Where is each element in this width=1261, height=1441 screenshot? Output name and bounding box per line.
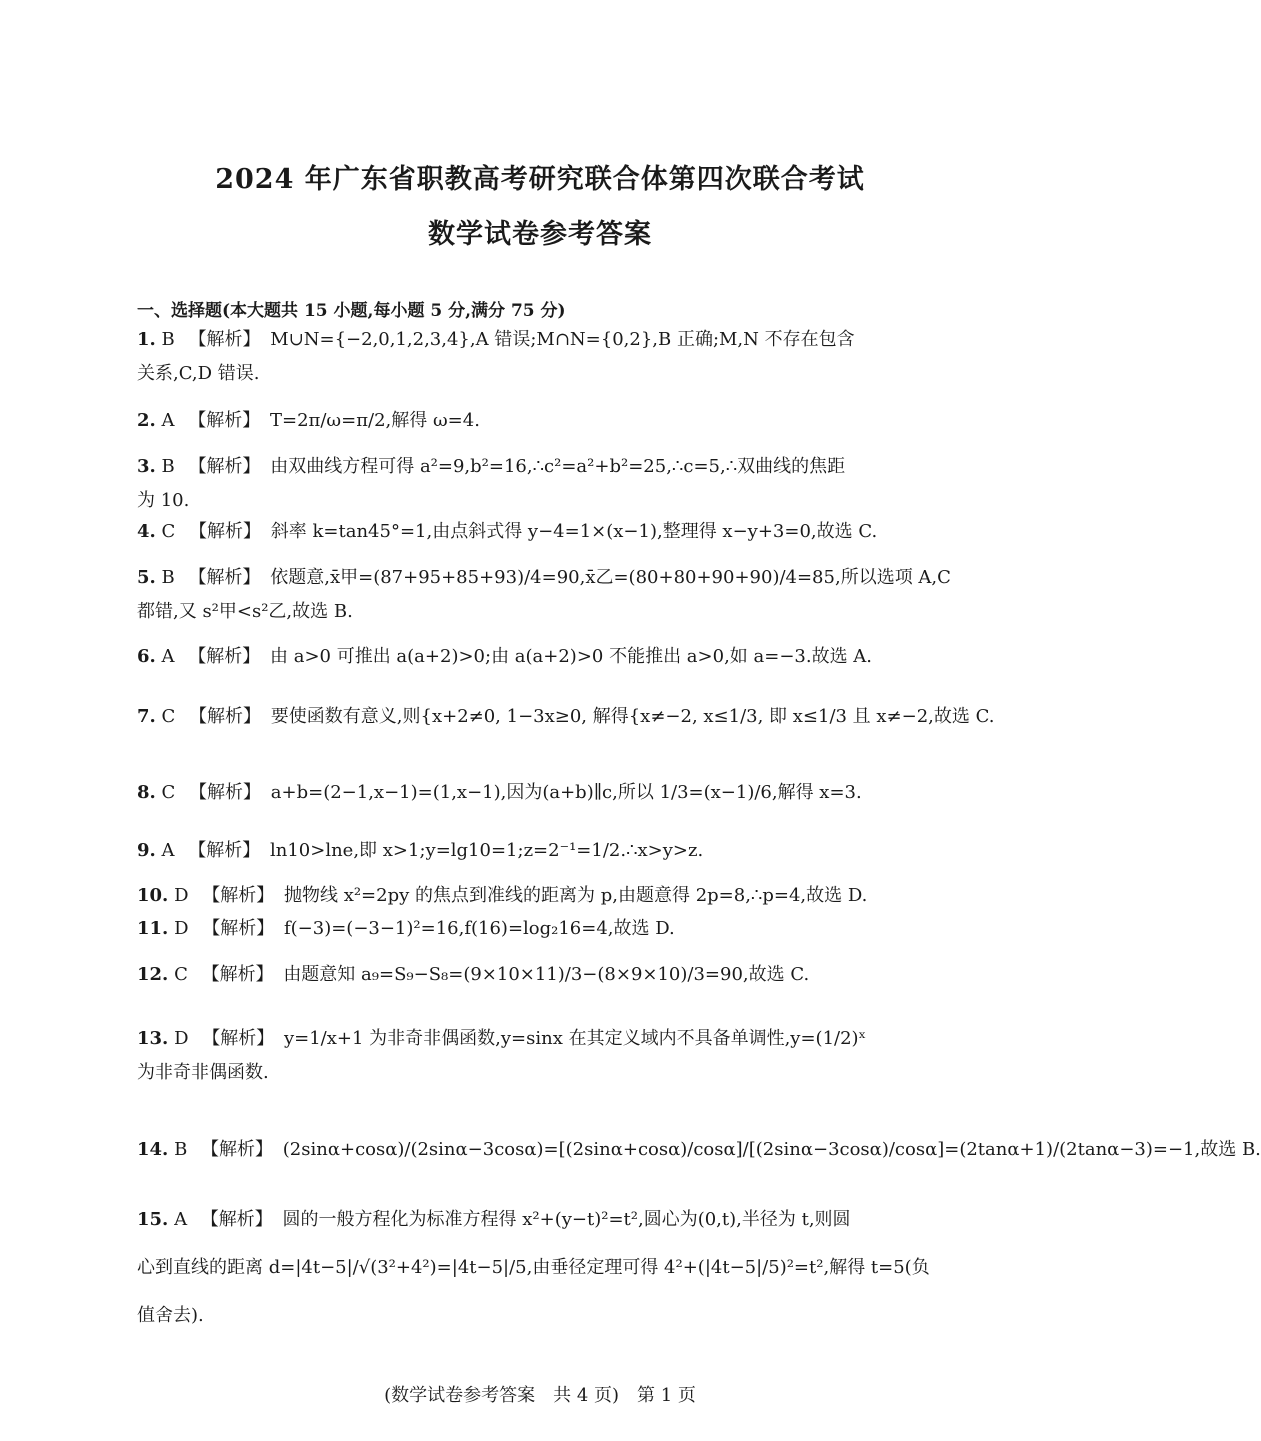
answer-choice: A bbox=[161, 840, 175, 861]
answer-tag: 【解析】 bbox=[188, 840, 261, 861]
answer-item bbox=[137, 1203, 947, 1333]
answer-item bbox=[137, 404, 947, 438]
answer-tag: 【解析】 bbox=[200, 1209, 273, 1230]
answer-choice: A bbox=[161, 646, 175, 667]
answer-tag: 【解析】 bbox=[202, 1028, 275, 1049]
answer-text-continued: 值舍去). bbox=[137, 1305, 204, 1326]
answer-number: 8. bbox=[137, 782, 156, 803]
answer-text: M∪N={−2,0,1,2,3,4},A 错误;M∩N={0,2},B 正确;M,N 不存在包含 bbox=[270, 329, 855, 350]
answer-choice: A bbox=[174, 1209, 188, 1230]
answer-number: 10. bbox=[137, 885, 169, 906]
answer-tag: 【解析】 bbox=[189, 521, 262, 542]
answer-choice: B bbox=[161, 329, 175, 350]
answer-item bbox=[137, 561, 951, 629]
answer-tag: 【解析】 bbox=[202, 918, 275, 939]
answer-number: 9. bbox=[137, 840, 156, 861]
answer-number: 4. bbox=[137, 521, 156, 542]
answer-item bbox=[137, 912, 947, 946]
answer-text: 由双曲线方程可得 a²=9,b²=16,∴c²=a²+b²=25,∴c=5,∴双曲线的焦距 bbox=[270, 456, 846, 477]
answer-tag: 【解析】 bbox=[188, 329, 261, 350]
answer-item bbox=[137, 958, 947, 992]
answer-text: 圆的一般方程化为标准方程得 x²+(y−t)²=t²,圆心为(0,t),半径为 t,则圆 bbox=[282, 1209, 851, 1230]
answer-tag: 【解析】 bbox=[188, 410, 261, 431]
answer-choice: C bbox=[161, 521, 176, 542]
answer-text: y=1/x+1 为非奇非偶函数,y=sinx 在其定义域内不具备单调性,y=(1/2)ˣ bbox=[283, 1028, 867, 1049]
section-heading: 一、选择题(本大题共 15 小题,每小题 5 分,满分 75 分) bbox=[137, 301, 566, 321]
answer-item bbox=[137, 323, 947, 391]
answer-tag: 【解析】 bbox=[188, 456, 261, 477]
answer-choice: B bbox=[174, 1139, 188, 1160]
answer-number: 1. bbox=[137, 329, 156, 350]
answer-choice: C bbox=[161, 782, 176, 803]
answer-number: 13. bbox=[137, 1028, 169, 1049]
answer-text: 要使函数有意义,则{x+2≠0, 1−3x≥0, 解得{x≠−2, x≤1/3, 即 x≤1/3 且 x≠−2,故选 C. bbox=[270, 706, 995, 727]
answer-choice: D bbox=[174, 1028, 189, 1049]
answer-item bbox=[137, 640, 947, 674]
answer-text-continued: 都错,又 s²甲<s²乙,故选 B. bbox=[137, 601, 353, 622]
answer-text-continued: 为 10. bbox=[137, 490, 190, 511]
answer-text-continued: 为非奇非偶函数. bbox=[137, 1062, 269, 1083]
answer-tag: 【解析】 bbox=[188, 646, 261, 667]
answer-number: 2. bbox=[137, 410, 156, 431]
answer-text: (2sinα+cosα)/(2sinα−3cosα)=[(2sinα+cosα)/cosα]/[(2sinα−3cosα)/cosα]=(2tanα+1)/(2tanα−3)=−1,故选 B. bbox=[282, 1139, 1261, 1160]
answer-tag: 【解析】 bbox=[201, 1139, 274, 1160]
answer-tag: 【解析】 bbox=[201, 964, 274, 985]
answer-item bbox=[137, 776, 947, 810]
answer-number: 6. bbox=[137, 646, 156, 667]
answer-text: 依题意,x̄甲=(87+95+85+93)/4=90,x̄乙=(80+80+90+90)/4=85,所以选项 A,C bbox=[270, 567, 951, 588]
answer-item bbox=[137, 515, 947, 549]
answer-text: a+b=(2−1,x−1)=(1,x−1),因为(a+b)∥c,所以 1/3=(x−1)/6,解得 x=3. bbox=[270, 782, 862, 803]
answer-text: 由题意知 a₉=S₉−S₈=(9×10×11)/3−(8×9×10)/3=90,故选 C. bbox=[283, 964, 810, 985]
answer-number: 3. bbox=[137, 456, 156, 477]
answer-item bbox=[137, 700, 995, 734]
answer-number: 15. bbox=[137, 1209, 169, 1230]
answer-text: ln10>lne,即 x>1;y=lg10=1;z=2⁻¹=1/2.∴x>y>z. bbox=[270, 840, 704, 861]
page-title: 2024 年广东省职教高考研究联合体第四次联合考试 bbox=[215, 164, 865, 195]
answer-choice: D bbox=[174, 918, 189, 939]
answer-choice: C bbox=[161, 706, 176, 727]
page-subtitle: 数学试卷参考答案 bbox=[428, 219, 652, 250]
answer-choice: D bbox=[174, 885, 189, 906]
answer-choice: A bbox=[161, 410, 175, 431]
answer-text: 斜率 k=tan45°=1,由点斜式得 y−4=1×(x−1),整理得 x−y+3=0,故选 C. bbox=[270, 521, 878, 542]
answer-tag: 【解析】 bbox=[189, 782, 262, 803]
page-footer: (数学试卷参考答案 共 4 页) 第 1 页 bbox=[384, 1385, 696, 1406]
answer-item bbox=[137, 879, 947, 913]
answer-number: 7. bbox=[137, 706, 156, 727]
answer-text-continued: 心到直线的距离 d=|4t−5|/√(3²+4²)=|4t−5|/5,由垂径定理可得 4²+(|4t−5|/5)²=t²,解得 t=5(负 bbox=[137, 1257, 930, 1278]
answer-item bbox=[137, 834, 947, 868]
answer-choice: B bbox=[161, 567, 175, 588]
answer-tag: 【解析】 bbox=[202, 885, 275, 906]
answer-text-continued: 关系,C,D 错误. bbox=[137, 363, 260, 384]
answer-number: 12. bbox=[137, 964, 169, 985]
answer-text: f(−3)=(−3−1)²=16,f(16)=log₂16=4,故选 D. bbox=[283, 918, 675, 939]
answer-number: 11. bbox=[137, 918, 169, 939]
answer-text: T=2π/ω=π/2,解得 ω=4. bbox=[270, 410, 480, 431]
answer-item bbox=[137, 1133, 1261, 1167]
answer-text: 抛物线 x²=2py 的焦点到准线的距离为 p,由题意得 2p=8,∴p=4,故选 D. bbox=[283, 885, 868, 906]
answer-number: 5. bbox=[137, 567, 156, 588]
answer-choice: C bbox=[174, 964, 188, 985]
answer-tag: 【解析】 bbox=[189, 706, 262, 727]
answer-item bbox=[137, 450, 947, 518]
answer-tag: 【解析】 bbox=[188, 567, 261, 588]
answer-number: 14. bbox=[137, 1139, 169, 1160]
answer-choice: B bbox=[161, 456, 175, 477]
answer-item bbox=[137, 1022, 947, 1090]
answer-text: 由 a>0 可推出 a(a+2)>0;由 a(a+2)>0 不能推出 a>0,如 a=−3.故选 A. bbox=[270, 646, 873, 667]
